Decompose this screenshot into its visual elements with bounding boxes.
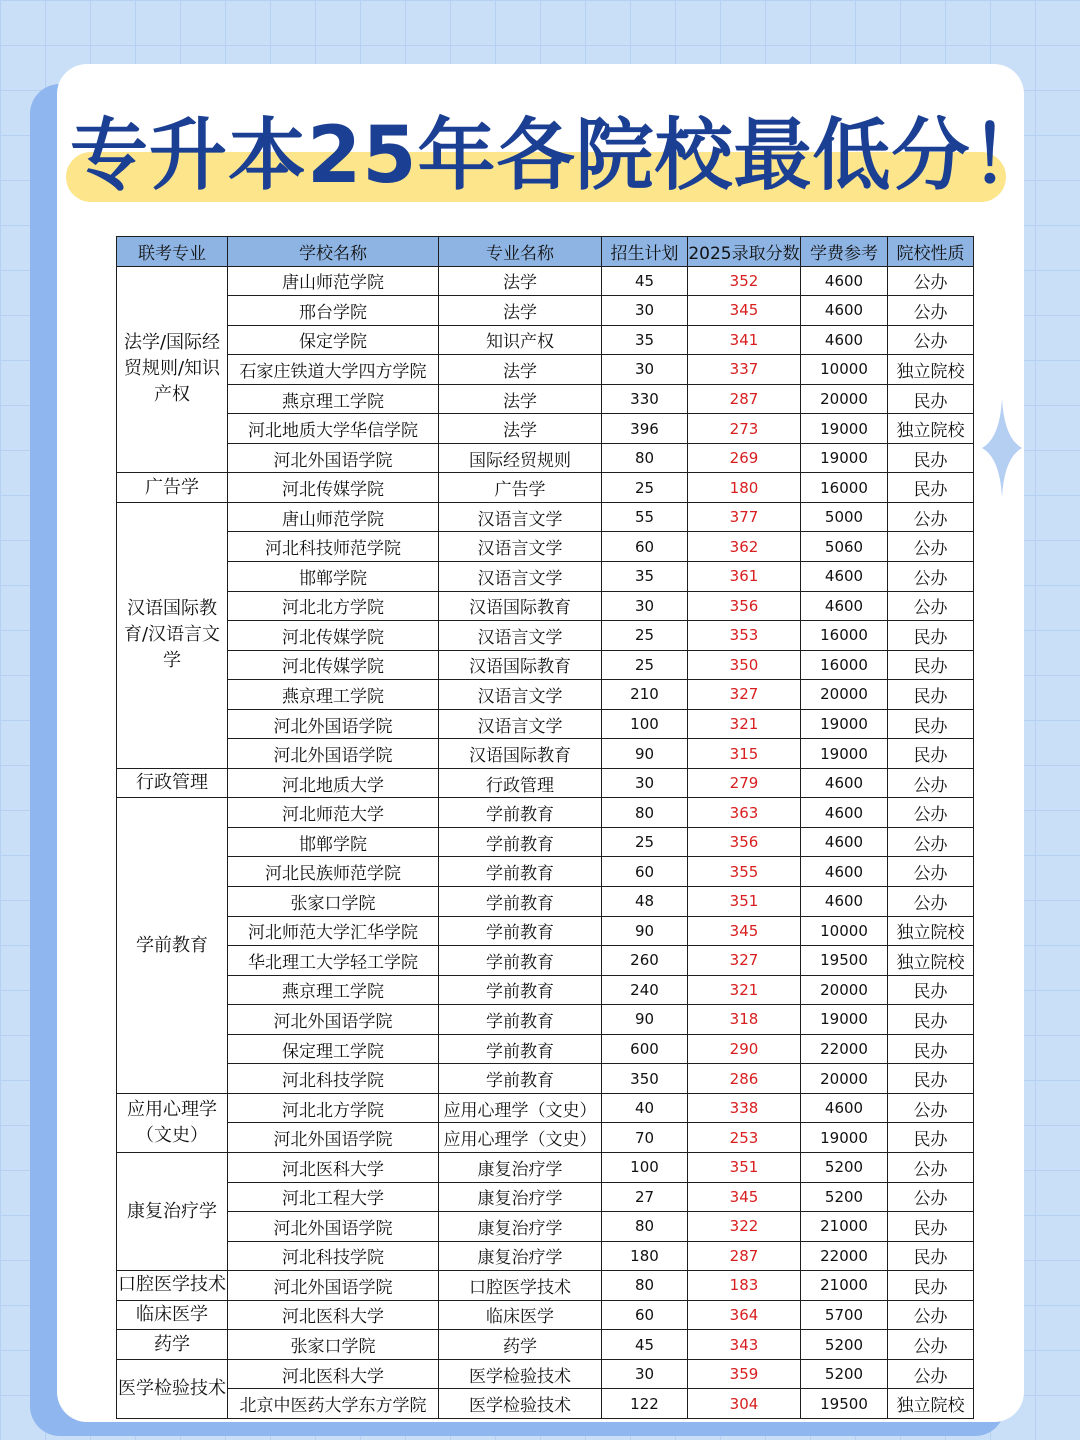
enrollment-plan-cell: 25 <box>602 473 688 503</box>
tuition-cell: 19000 <box>801 739 888 769</box>
admission-score-cell: 351 <box>688 887 801 917</box>
admission-score-cell: 290 <box>688 1034 801 1064</box>
enrollment-plan-cell: 80 <box>602 443 688 473</box>
tuition-cell: 19500 <box>801 946 888 976</box>
school-type-cell: 民办 <box>888 384 974 414</box>
major-name-cell: 医学检验技术 <box>439 1359 602 1389</box>
major-name-cell: 学前教育 <box>439 946 602 976</box>
tuition-cell: 16000 <box>801 621 888 651</box>
school-name-cell: 河北医科大学 <box>228 1300 439 1330</box>
table-row <box>117 562 974 592</box>
school-name-cell: 唐山师范学院 <box>228 502 439 532</box>
admission-score-cell: 341 <box>688 325 801 355</box>
exam-major-cell: 医学检验技术 <box>117 1359 228 1418</box>
school-name-cell: 河北师范大学汇华学院 <box>228 916 439 946</box>
table-row <box>117 1152 974 1182</box>
admission-score-cell: 321 <box>688 975 801 1005</box>
page-title: 专升本25年各院校最低分！ <box>70 111 1050 201</box>
tuition-cell: 19000 <box>801 414 888 444</box>
major-name-cell: 药学 <box>439 1330 602 1360</box>
enrollment-plan-cell: 90 <box>602 739 688 769</box>
school-type-cell: 公办 <box>888 1182 974 1212</box>
tuition-cell: 5200 <box>801 1359 888 1389</box>
admission-score-cell: 321 <box>688 709 801 739</box>
admission-score-cell: 364 <box>688 1300 801 1330</box>
school-type-cell: 公办 <box>888 798 974 828</box>
school-name-cell: 河北外国语学院 <box>228 1123 439 1153</box>
enrollment-plan-cell: 80 <box>602 1271 688 1301</box>
exam-major-cell: 法学/国际经贸规则/知识产权 <box>117 266 228 473</box>
major-name-cell: 汉语言文学 <box>439 502 602 532</box>
table-row <box>117 709 974 739</box>
header-major-name: 专业名称 <box>439 237 602 267</box>
table-row <box>117 1300 974 1330</box>
major-name-cell: 国际经贸规则 <box>439 443 602 473</box>
admission-score-cell: 356 <box>688 827 801 857</box>
admission-score-cell: 287 <box>688 384 801 414</box>
admission-score-cell: 352 <box>688 266 801 296</box>
major-name-cell: 汉语国际教育 <box>439 739 602 769</box>
table-row <box>117 768 974 798</box>
school-type-cell: 民办 <box>888 650 974 680</box>
exam-major-cell: 行政管理 <box>117 768 228 798</box>
major-name-cell: 临床医学 <box>439 1300 602 1330</box>
major-name-cell: 汉语言文学 <box>439 680 602 710</box>
major-name-cell: 应用心理学（文史） <box>439 1123 602 1153</box>
exam-major-cell: 药学 <box>117 1330 228 1360</box>
tuition-cell: 4600 <box>801 296 888 326</box>
school-name-cell: 河北传媒学院 <box>228 621 439 651</box>
school-type-cell: 公办 <box>888 1152 974 1182</box>
school-type-cell: 民办 <box>888 1212 974 1242</box>
school-name-cell: 河北外国语学院 <box>228 709 439 739</box>
school-type-cell: 民办 <box>888 621 974 651</box>
school-name-cell: 北京中医药大学东方学院 <box>228 1389 439 1419</box>
school-name-cell: 河北外国语学院 <box>228 443 439 473</box>
tuition-cell: 4600 <box>801 325 888 355</box>
enrollment-plan-cell: 30 <box>602 355 688 385</box>
admission-score-cell: 322 <box>688 1212 801 1242</box>
major-name-cell: 口腔医学技术 <box>439 1271 602 1301</box>
school-name-cell: 燕京理工学院 <box>228 975 439 1005</box>
admission-score-cell: 287 <box>688 1241 801 1271</box>
tuition-cell: 21000 <box>801 1271 888 1301</box>
table-row <box>117 384 974 414</box>
table-row <box>117 916 974 946</box>
admission-score-cell: 356 <box>688 591 801 621</box>
enrollment-plan-cell: 30 <box>602 768 688 798</box>
tuition-cell: 19000 <box>801 1123 888 1153</box>
major-name-cell: 学前教育 <box>439 975 602 1005</box>
admission-score-cell: 269 <box>688 443 801 473</box>
tuition-cell: 4600 <box>801 591 888 621</box>
enrollment-plan-cell: 180 <box>602 1241 688 1271</box>
major-name-cell: 汉语言文学 <box>439 562 602 592</box>
enrollment-plan-cell: 40 <box>602 1093 688 1123</box>
major-name-cell: 行政管理 <box>439 768 602 798</box>
table-row <box>117 1271 974 1301</box>
school-name-cell: 保定学院 <box>228 325 439 355</box>
enrollment-plan-cell: 25 <box>602 621 688 651</box>
school-name-cell: 河北民族师范学院 <box>228 857 439 887</box>
school-name-cell: 保定理工学院 <box>228 1034 439 1064</box>
tuition-cell: 20000 <box>801 1064 888 1094</box>
tuition-cell: 20000 <box>801 384 888 414</box>
table-row <box>117 739 974 769</box>
school-type-cell: 民办 <box>888 1123 974 1153</box>
school-name-cell: 河北传媒学院 <box>228 650 439 680</box>
tuition-cell: 5200 <box>801 1182 888 1212</box>
major-name-cell: 法学 <box>439 414 602 444</box>
school-type-cell: 公办 <box>888 266 974 296</box>
header-school-name: 学校名称 <box>228 237 439 267</box>
school-name-cell: 河北外国语学院 <box>228 1005 439 1035</box>
major-name-cell: 法学 <box>439 266 602 296</box>
table-row <box>117 473 974 503</box>
school-type-cell: 独立院校 <box>888 916 974 946</box>
enrollment-plan-cell: 122 <box>602 1389 688 1419</box>
admission-score-cell: 343 <box>688 1330 801 1360</box>
enrollment-plan-cell: 70 <box>602 1123 688 1153</box>
admission-score-cell: 345 <box>688 1182 801 1212</box>
school-type-cell: 公办 <box>888 296 974 326</box>
enrollment-plan-cell: 60 <box>602 1300 688 1330</box>
tuition-cell: 19500 <box>801 1389 888 1419</box>
school-name-cell: 河北科技学院 <box>228 1064 439 1094</box>
school-type-cell: 民办 <box>888 1064 974 1094</box>
table-row <box>117 1330 974 1360</box>
school-type-cell: 民办 <box>888 739 974 769</box>
tuition-cell: 20000 <box>801 680 888 710</box>
enrollment-plan-cell: 25 <box>602 650 688 680</box>
exam-major-cell: 临床医学 <box>117 1300 228 1330</box>
enrollment-plan-cell: 80 <box>602 798 688 828</box>
school-name-cell: 河北地质大学 <box>228 768 439 798</box>
major-name-cell: 应用心理学（文史） <box>439 1093 602 1123</box>
enrollment-plan-cell: 35 <box>602 325 688 355</box>
major-name-cell: 学前教育 <box>439 857 602 887</box>
tuition-cell: 4600 <box>801 827 888 857</box>
school-type-cell: 公办 <box>888 827 974 857</box>
admission-score-cell: 377 <box>688 502 801 532</box>
enrollment-plan-cell: 210 <box>602 680 688 710</box>
table-row <box>117 1093 974 1123</box>
enrollment-plan-cell: 330 <box>602 384 688 414</box>
table-row <box>117 502 974 532</box>
admission-score-table <box>116 236 974 1419</box>
school-type-cell: 公办 <box>888 532 974 562</box>
admission-score-cell: 350 <box>688 650 801 680</box>
tuition-cell: 22000 <box>801 1034 888 1064</box>
table-row <box>117 1359 974 1389</box>
enrollment-plan-cell: 45 <box>602 266 688 296</box>
school-name-cell: 邢台学院 <box>228 296 439 326</box>
header-enrollment-plan: 招生计划 <box>602 237 688 267</box>
tuition-cell: 19000 <box>801 1005 888 1035</box>
enrollment-plan-cell: 60 <box>602 857 688 887</box>
enrollment-plan-cell: 100 <box>602 1152 688 1182</box>
table-header-row <box>117 237 974 267</box>
major-name-cell: 法学 <box>439 296 602 326</box>
school-name-cell: 华北理工大学轻工学院 <box>228 946 439 976</box>
tuition-cell: 10000 <box>801 916 888 946</box>
school-type-cell: 民办 <box>888 975 974 1005</box>
tuition-cell: 19000 <box>801 709 888 739</box>
school-type-cell: 民办 <box>888 1271 974 1301</box>
admission-score-cell: 355 <box>688 857 801 887</box>
table-row <box>117 650 974 680</box>
table-row <box>117 414 974 444</box>
table-row <box>117 1064 974 1094</box>
enrollment-plan-cell: 600 <box>602 1034 688 1064</box>
table-row <box>117 857 974 887</box>
school-type-cell: 公办 <box>888 562 974 592</box>
major-name-cell: 汉语言文学 <box>439 621 602 651</box>
enrollment-plan-cell: 100 <box>602 709 688 739</box>
table-row <box>117 1182 974 1212</box>
major-name-cell: 汉语言文学 <box>439 532 602 562</box>
school-type-cell: 独立院校 <box>888 946 974 976</box>
enrollment-plan-cell: 48 <box>602 887 688 917</box>
school-name-cell: 河北地质大学华信学院 <box>228 414 439 444</box>
table-row <box>117 946 974 976</box>
school-name-cell: 河北传媒学院 <box>228 473 439 503</box>
major-name-cell: 学前教育 <box>439 1034 602 1064</box>
school-name-cell: 河北医科大学 <box>228 1359 439 1389</box>
tuition-cell: 22000 <box>801 1241 888 1271</box>
admission-score-cell: 318 <box>688 1005 801 1035</box>
school-type-cell: 独立院校 <box>888 355 974 385</box>
admission-score-cell: 362 <box>688 532 801 562</box>
table-row <box>117 443 974 473</box>
enrollment-plan-cell: 30 <box>602 1359 688 1389</box>
tuition-cell: 5200 <box>801 1330 888 1360</box>
tuition-cell: 4600 <box>801 562 888 592</box>
admission-score-cell: 304 <box>688 1389 801 1419</box>
school-type-cell: 公办 <box>888 1093 974 1123</box>
admission-score-cell: 327 <box>688 946 801 976</box>
major-name-cell: 汉语言文学 <box>439 709 602 739</box>
major-name-cell: 知识产权 <box>439 325 602 355</box>
school-name-cell: 河北医科大学 <box>228 1152 439 1182</box>
major-name-cell: 法学 <box>439 384 602 414</box>
tuition-cell: 4600 <box>801 266 888 296</box>
enrollment-plan-cell: 30 <box>602 591 688 621</box>
table-row <box>117 1212 974 1242</box>
exam-major-cell: 康复治疗学 <box>117 1152 228 1270</box>
table-row <box>117 1389 974 1419</box>
school-type-cell: 公办 <box>888 857 974 887</box>
exam-major-cell: 广告学 <box>117 473 228 503</box>
school-name-cell: 河北北方学院 <box>228 591 439 621</box>
school-name-cell: 邯郸学院 <box>228 827 439 857</box>
school-type-cell: 民办 <box>888 1241 974 1271</box>
major-name-cell: 康复治疗学 <box>439 1152 602 1182</box>
major-name-cell: 学前教育 <box>439 1005 602 1035</box>
enrollment-plan-cell: 350 <box>602 1064 688 1094</box>
school-type-cell: 公办 <box>888 768 974 798</box>
school-type-cell: 公办 <box>888 1359 974 1389</box>
school-name-cell: 河北工程大学 <box>228 1182 439 1212</box>
table-row <box>117 1123 974 1153</box>
admission-score-cell: 359 <box>688 1359 801 1389</box>
admission-score-cell: 345 <box>688 296 801 326</box>
tuition-cell: 5700 <box>801 1300 888 1330</box>
major-name-cell: 法学 <box>439 355 602 385</box>
major-name-cell: 汉语国际教育 <box>439 650 602 680</box>
header-tuition: 学费参考 <box>801 237 888 267</box>
school-name-cell: 河北外国语学院 <box>228 1212 439 1242</box>
tuition-cell: 5000 <box>801 502 888 532</box>
admission-score-cell: 337 <box>688 355 801 385</box>
admission-score-cell: 363 <box>688 798 801 828</box>
table-row <box>117 621 974 651</box>
enrollment-plan-cell: 60 <box>602 532 688 562</box>
admission-score-cell: 361 <box>688 562 801 592</box>
enrollment-plan-cell: 30 <box>602 296 688 326</box>
tuition-cell: 4600 <box>801 798 888 828</box>
table-row <box>117 532 974 562</box>
school-type-cell: 民办 <box>888 1005 974 1035</box>
admission-score-cell: 279 <box>688 768 801 798</box>
major-name-cell: 汉语国际教育 <box>439 591 602 621</box>
table-row <box>117 1034 974 1064</box>
table-row <box>117 1241 974 1271</box>
school-type-cell: 独立院校 <box>888 414 974 444</box>
school-type-cell: 公办 <box>888 1300 974 1330</box>
tuition-cell: 4600 <box>801 768 888 798</box>
table-row <box>117 798 974 828</box>
school-type-cell: 民办 <box>888 443 974 473</box>
admission-score-cell: 351 <box>688 1152 801 1182</box>
table-row <box>117 355 974 385</box>
major-name-cell: 广告学 <box>439 473 602 503</box>
admission-score-cell: 345 <box>688 916 801 946</box>
tuition-cell: 20000 <box>801 975 888 1005</box>
enrollment-plan-cell: 90 <box>602 916 688 946</box>
school-type-cell: 公办 <box>888 1330 974 1360</box>
tuition-cell: 19000 <box>801 443 888 473</box>
admission-score-cell: 273 <box>688 414 801 444</box>
header-school-type: 院校性质 <box>888 237 974 267</box>
admission-score-cell: 353 <box>688 621 801 651</box>
enrollment-plan-cell: 35 <box>602 562 688 592</box>
school-name-cell: 唐山师范学院 <box>228 266 439 296</box>
admission-score-cell: 286 <box>688 1064 801 1094</box>
table-row <box>117 266 974 296</box>
school-type-cell: 公办 <box>888 325 974 355</box>
admission-score-cell: 183 <box>688 1271 801 1301</box>
sparkle-star-icon <box>982 398 1022 498</box>
table-row <box>117 325 974 355</box>
admission-score-cell: 180 <box>688 473 801 503</box>
tuition-cell: 5200 <box>801 1152 888 1182</box>
school-name-cell: 河北科技学院 <box>228 1241 439 1271</box>
school-name-cell: 河北师范大学 <box>228 798 439 828</box>
admission-score-cell: 327 <box>688 680 801 710</box>
school-type-cell: 民办 <box>888 473 974 503</box>
table-row <box>117 827 974 857</box>
enrollment-plan-cell: 260 <box>602 946 688 976</box>
school-type-cell: 独立院校 <box>888 1389 974 1419</box>
major-name-cell: 康复治疗学 <box>439 1212 602 1242</box>
school-name-cell: 邯郸学院 <box>228 562 439 592</box>
tuition-cell: 16000 <box>801 473 888 503</box>
tuition-cell: 10000 <box>801 355 888 385</box>
table-row <box>117 296 974 326</box>
school-name-cell: 河北外国语学院 <box>228 739 439 769</box>
enrollment-plan-cell: 55 <box>602 502 688 532</box>
enrollment-plan-cell: 27 <box>602 1182 688 1212</box>
school-name-cell: 石家庄铁道大学四方学院 <box>228 355 439 385</box>
major-name-cell: 医学检验技术 <box>439 1389 602 1419</box>
school-name-cell: 河北外国语学院 <box>228 1271 439 1301</box>
major-name-cell: 学前教育 <box>439 798 602 828</box>
tuition-cell: 16000 <box>801 650 888 680</box>
table-row <box>117 887 974 917</box>
exam-major-cell: 应用心理学（文史） <box>117 1093 228 1152</box>
enrollment-plan-cell: 240 <box>602 975 688 1005</box>
tuition-cell: 4600 <box>801 857 888 887</box>
major-name-cell: 学前教育 <box>439 827 602 857</box>
major-name-cell: 康复治疗学 <box>439 1182 602 1212</box>
table-row <box>117 591 974 621</box>
school-name-cell: 张家口学院 <box>228 887 439 917</box>
header-admission-score: 2025录取分数 <box>688 237 801 267</box>
major-name-cell: 学前教育 <box>439 1064 602 1094</box>
enrollment-plan-cell: 80 <box>602 1212 688 1242</box>
admission-score-cell: 315 <box>688 739 801 769</box>
enrollment-plan-cell: 45 <box>602 1330 688 1360</box>
school-type-cell: 民办 <box>888 1034 974 1064</box>
exam-major-cell: 口腔医学技术 <box>117 1271 228 1301</box>
major-name-cell: 学前教育 <box>439 887 602 917</box>
major-name-cell: 康复治疗学 <box>439 1241 602 1271</box>
exam-major-cell: 学前教育 <box>117 798 228 1093</box>
tuition-cell: 4600 <box>801 887 888 917</box>
table-row <box>117 1005 974 1035</box>
school-name-cell: 张家口学院 <box>228 1330 439 1360</box>
enrollment-plan-cell: 25 <box>602 827 688 857</box>
school-name-cell: 河北科技师范学院 <box>228 532 439 562</box>
enrollment-plan-cell: 90 <box>602 1005 688 1035</box>
enrollment-plan-cell: 396 <box>602 414 688 444</box>
header-exam-major: 联考专业 <box>117 237 228 267</box>
table-row <box>117 680 974 710</box>
major-name-cell: 学前教育 <box>439 916 602 946</box>
school-name-cell: 河北北方学院 <box>228 1093 439 1123</box>
tuition-cell: 5060 <box>801 532 888 562</box>
school-type-cell: 公办 <box>888 502 974 532</box>
admission-score-cell: 253 <box>688 1123 801 1153</box>
tuition-cell: 4600 <box>801 1093 888 1123</box>
school-type-cell: 公办 <box>888 887 974 917</box>
school-type-cell: 公办 <box>888 591 974 621</box>
school-name-cell: 燕京理工学院 <box>228 680 439 710</box>
admission-score-cell: 338 <box>688 1093 801 1123</box>
school-name-cell: 燕京理工学院 <box>228 384 439 414</box>
school-type-cell: 民办 <box>888 709 974 739</box>
exam-major-cell: 汉语国际教育/汉语言文学 <box>117 502 228 768</box>
table-row <box>117 975 974 1005</box>
school-type-cell: 民办 <box>888 680 974 710</box>
tuition-cell: 21000 <box>801 1212 888 1242</box>
